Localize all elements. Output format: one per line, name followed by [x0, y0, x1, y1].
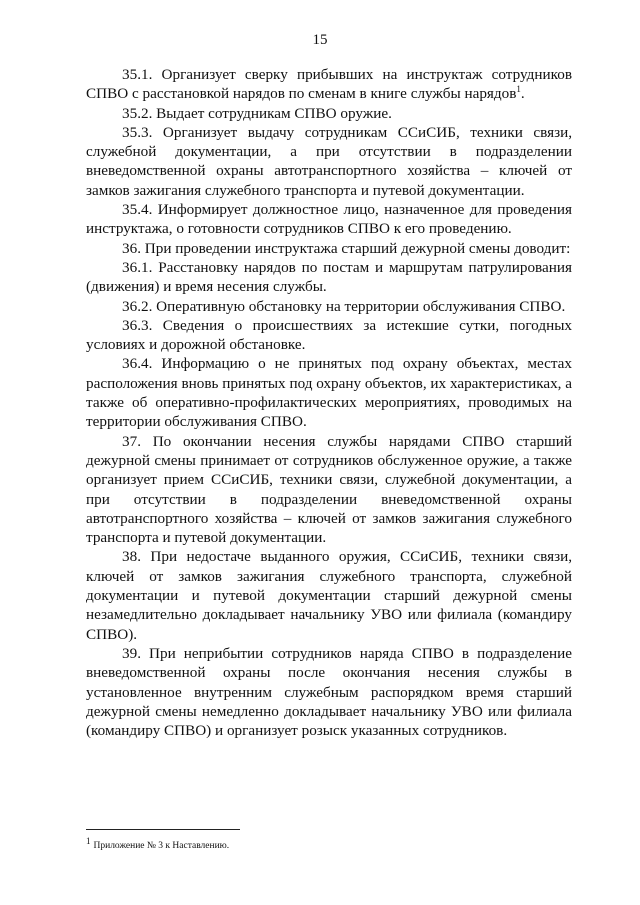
paragraph-end-punctuation: . [520, 85, 525, 103]
paragraph-36-4: 36.4. Информацию о не принятых под охрану объектах, местах расположения вновь принятых под охрану объектов, их характеристиках, а также об оперативно-профилактических мероприятиях, проводимых на территории обслуживания СПВО. [86, 355, 573, 431]
paragraph-36-2: 36.2. Оперативную обстановку на территории обслуживания СПВО. [122, 297, 566, 315]
footnote [86, 835, 230, 852]
footnote-divider [86, 829, 240, 830]
paragraph-37: 37. По окончании несения службы нарядами СПВО старший дежурной смены принимает от сотрудников обслуженное оружие, а также организует прием ССиСИБ, техники связи, служебной документации, а при отсутствии в подразделении вневедомственной охраны автотранспортного хозяйства – ключей от замков зажигания служебного транспорта и путевой документации. [86, 432, 572, 547]
paragraph-35-1 [86, 65, 572, 104]
paragraph-35-2: 35.2. Выдает сотрудникам СПВО оружие. [122, 104, 392, 122]
paragraph-36-3: 36.3. Сведения о происшествиях за истекшие сутки, погодных условиях и дорожной обстановке. [86, 316, 572, 354]
footnote-reference: 1 [516, 84, 521, 95]
paragraph-text: 35.1. Организует сверку прибывших на инструктаж сотрудников СПВО с расстановкой нарядов по сменам в книге службы нарядов [86, 66, 572, 103]
footnote-text: Приложение № 3 к Наставлению. [93, 841, 230, 851]
document-body [86, 65, 572, 740]
paragraph-35-4: 35.4. Информирует должностное лицо, назначенное для проведения инструктажа, о готовности сотрудников СПВО к его проведению. [86, 201, 572, 238]
page-number: 15 [312, 32, 328, 48]
paragraph-38: 38. При недостаче выданного оружия, ССиСИБ, техники связи, ключей от замков зажигания служебного транспорта, служебной документации и путевой документации старший дежурной смены незамедлительно докладывает начальнику УВО или филиала (командиру СПВО). [86, 548, 572, 643]
paragraph-36: 36. При проведении инструктажа старший дежурной смены доводит: [122, 239, 571, 257]
paragraph-39: 39. При неприбытии сотрудников наряда СПВО в подразделение вневедомственной охраны после окончания несения службы в установленное внутренним служебным распорядком время старший дежурной смены немедленно докладывает начальнику УВО или филиала (командиру СПВО) и организует розыск указанных сотрудников. [86, 644, 572, 740]
paragraph-35-3: 35.3. Организует выдачу сотрудникам ССиСИБ, техники связи, служебной документации, а при отсутствии в подразделении вневедомственной охраны автотранспортного хозяйства – ключей от замков зажигания служебного транспорта и путевой документации. [86, 123, 572, 199]
footnote-marker: 1 [86, 835, 91, 846]
paragraph-36-1: 36.1. Расстановку нарядов по постам и маршрутам патрулирования (движения) и время несения службы. [86, 258, 572, 296]
